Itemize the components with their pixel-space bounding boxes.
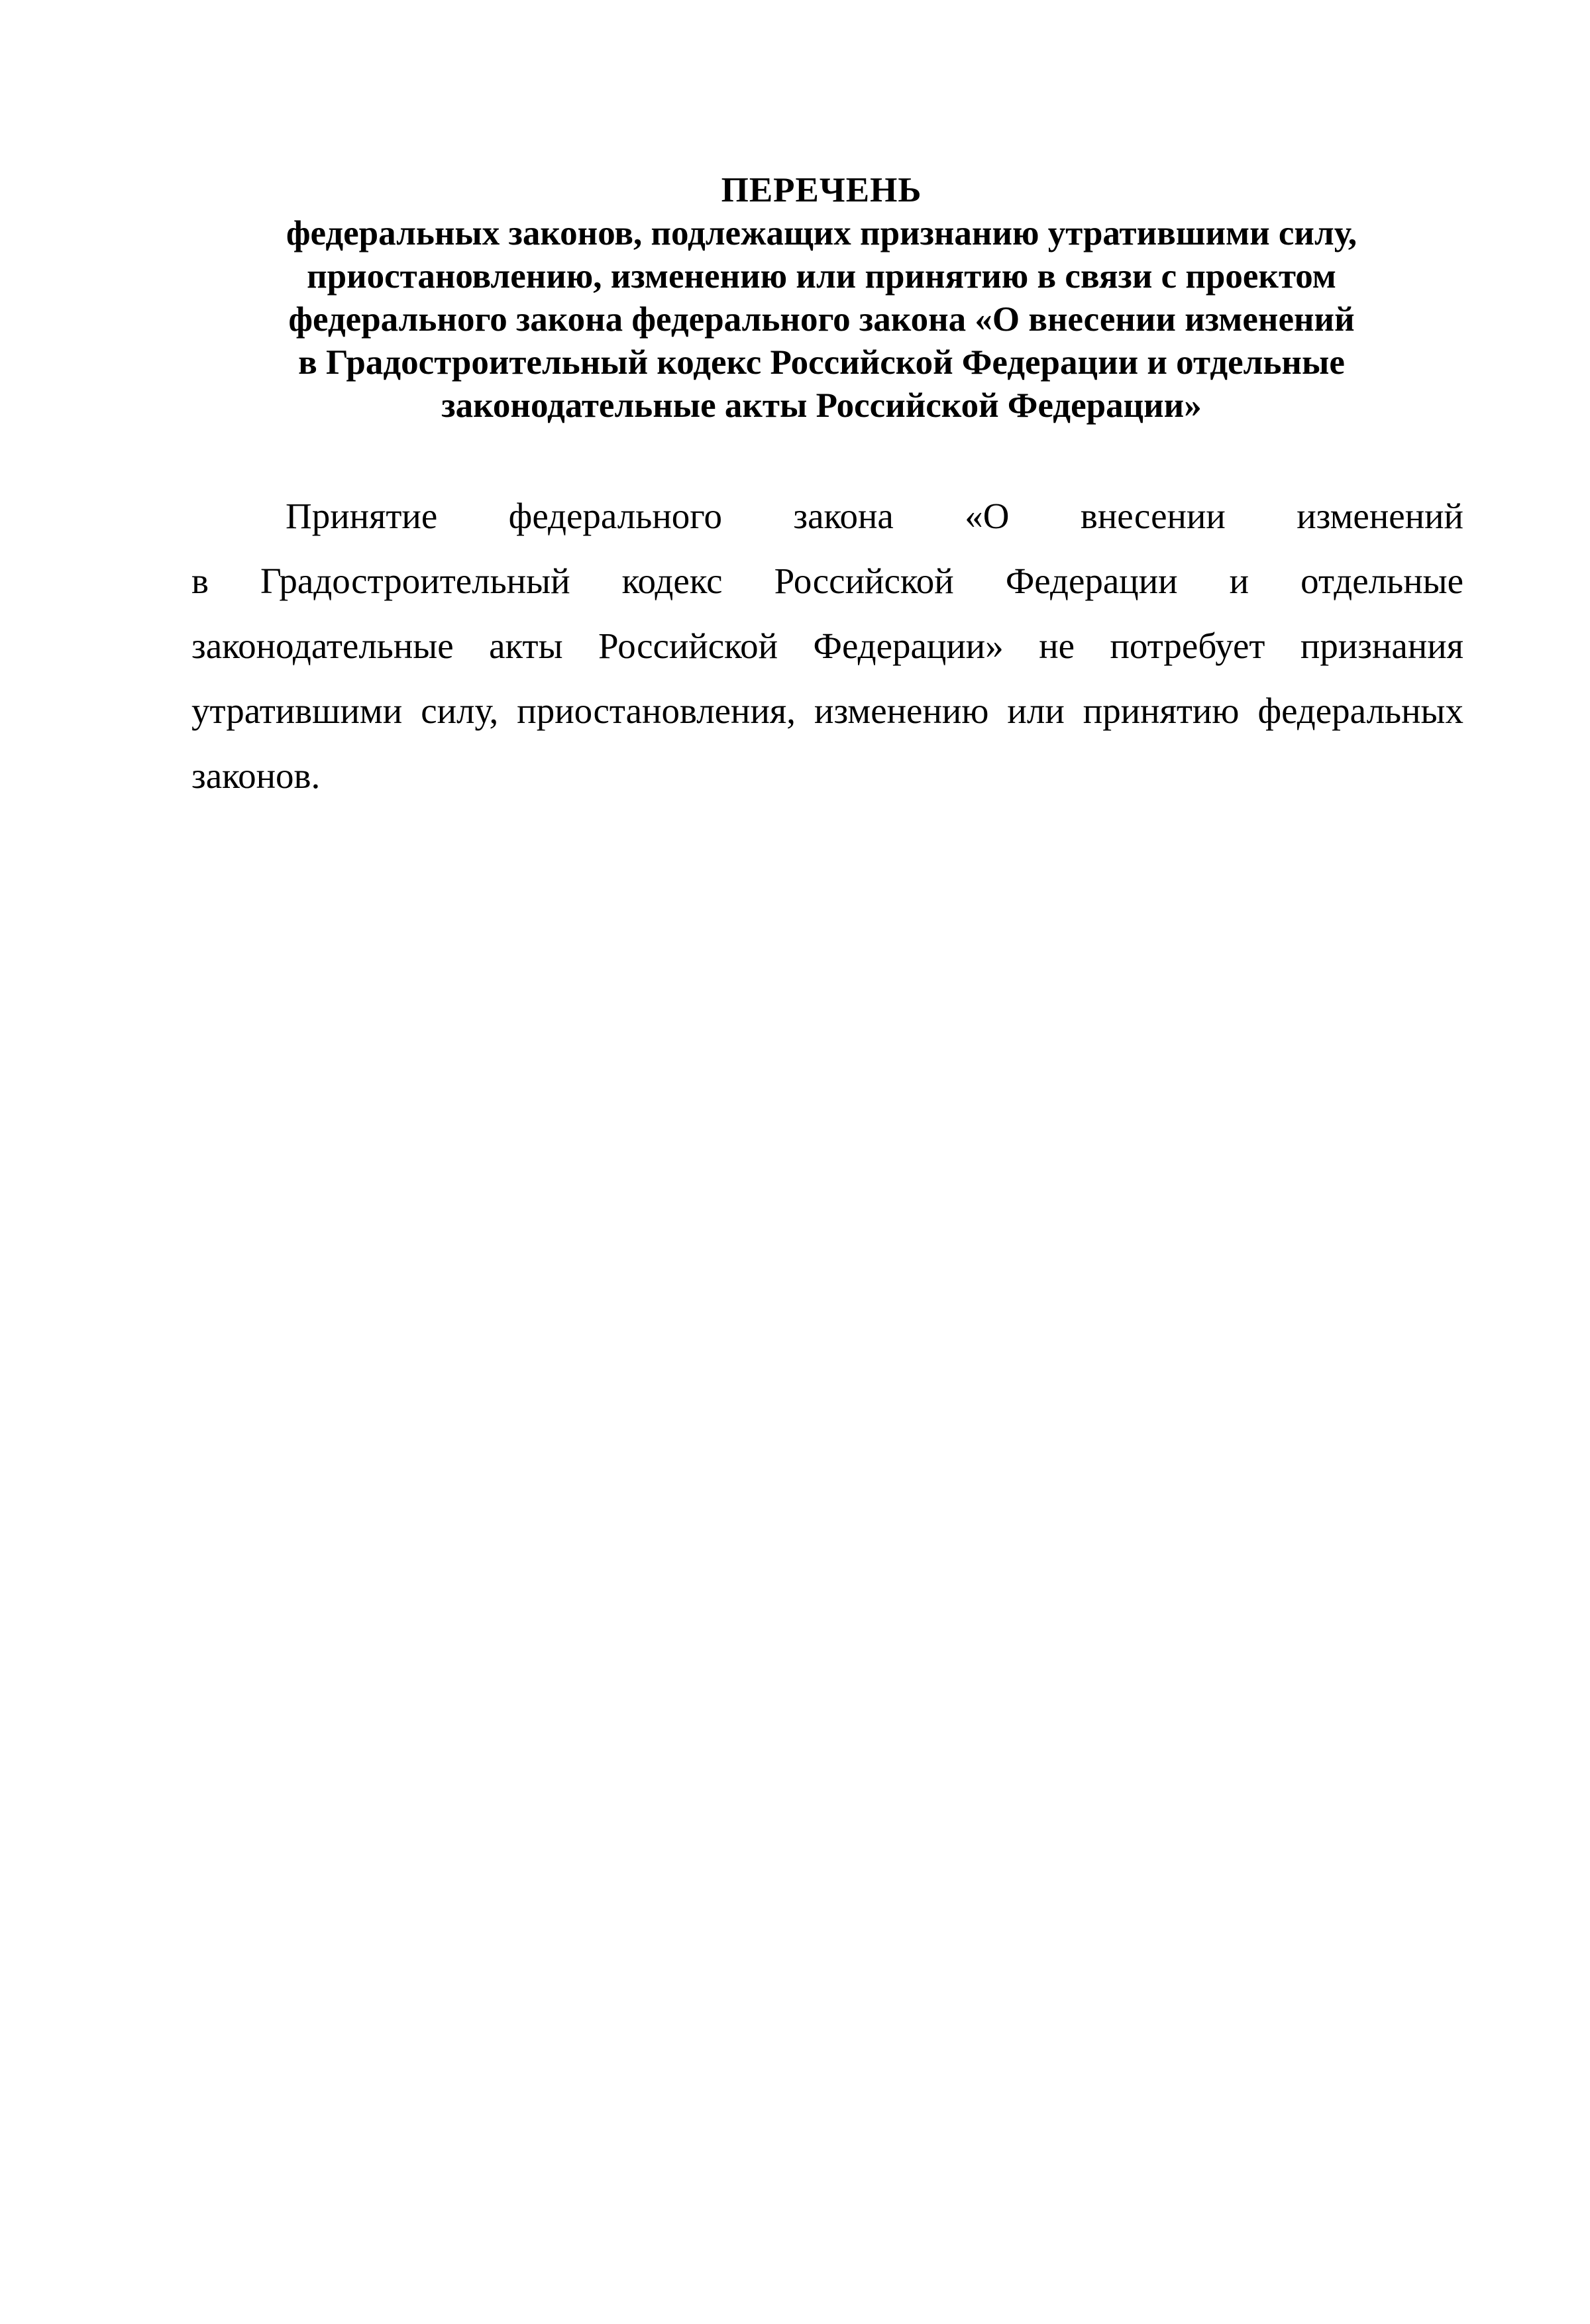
- subtitle-line: федеральных законов, подлежащих признанию утратившими силу,: [286, 214, 1357, 252]
- subtitle-line: федерального закона федерального закона «О внесении изменений: [288, 300, 1355, 339]
- subtitle-line: в Градостроительный кодекс Российской Федерации и отдельные: [298, 343, 1345, 382]
- paragraph-line: законов.: [191, 755, 321, 796]
- paragraph-line: законодательные акты Российской Федерации» не потребует признания: [191, 626, 1463, 666]
- subtitle-line: приостановлению, изменению или принятию в связи с проектом: [307, 257, 1336, 296]
- document-heading: [238, 169, 1404, 427]
- paragraph-line: в Градостроительный кодекс Российской Федерации и отдельные: [191, 561, 1463, 601]
- body-paragraph: [191, 484, 1463, 808]
- paragraph-line: утратившими силу, приостановления, изменению или принятию федеральных: [191, 691, 1463, 731]
- document-title: ПЕРЕЧЕНЬ: [721, 171, 922, 209]
- subtitle-line: законодательные акты Российской Федерации»: [441, 386, 1202, 425]
- paragraph-line: Принятие федерального закона «О внесении изменений: [286, 496, 1463, 536]
